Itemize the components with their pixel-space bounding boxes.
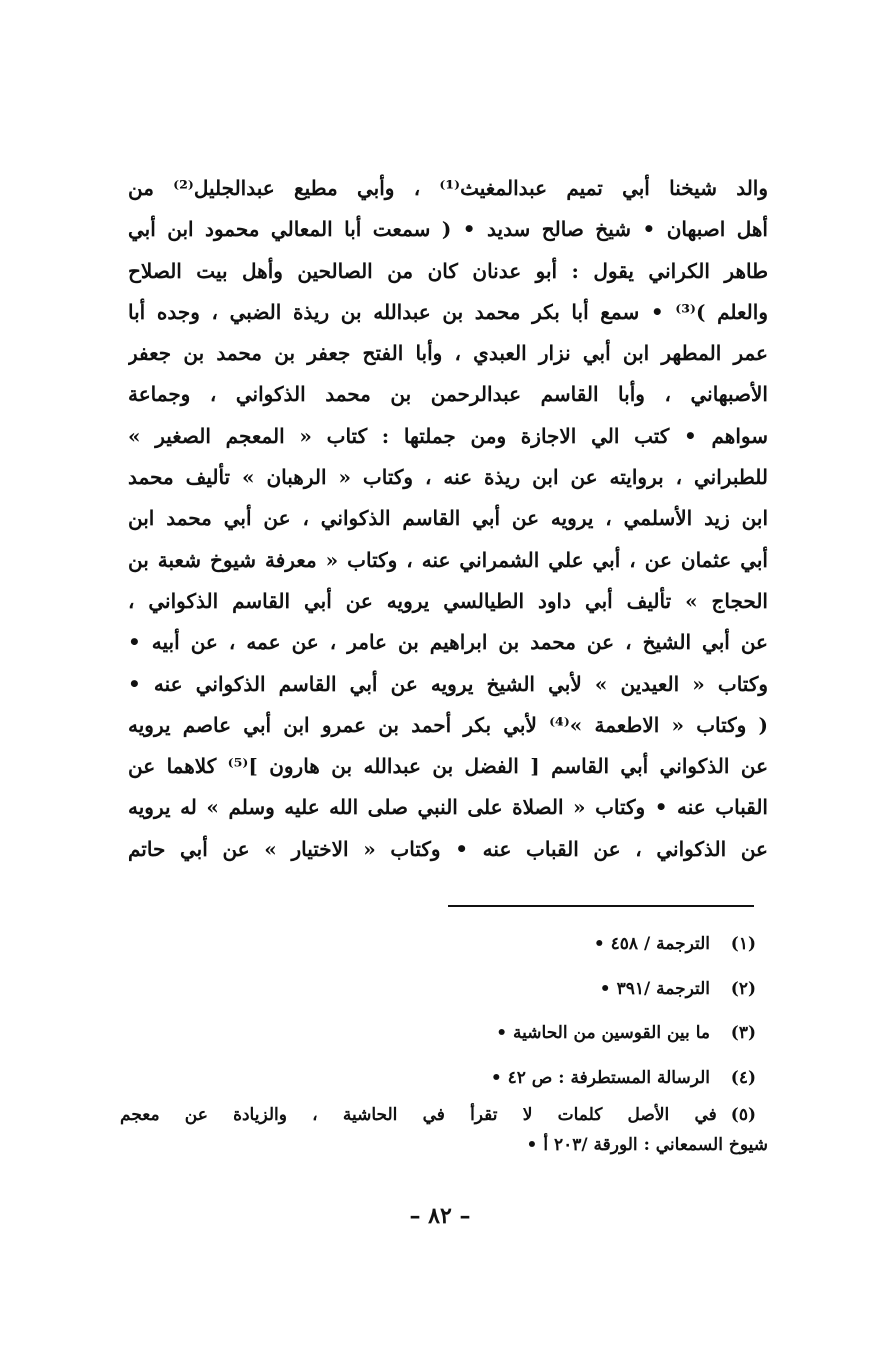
text-line: أهل اصبهان • شيخ صالح سديد • ( سمعت أبا المعالي محمود ابن أبي bbox=[128, 217, 768, 242]
footnote-4 bbox=[120, 1056, 768, 1101]
text-line: وكتاب « العيدين » لأبي الشيخ يرويه عن أبي القاسم الذكواني عنه • bbox=[128, 671, 768, 696]
text-line: عمر المطهر ابن أبي نزار العبدي ، وأبا الفتح جعفر بن محمد بن جعفر bbox=[128, 341, 768, 366]
text-line: ( وكتاب « الاطعمة »⁽⁴⁾ لأبي بكر أحمد بن عمرو ابن أبي عاصم يرويه bbox=[128, 712, 768, 737]
footnote-text: الترجمة /٣٩١ • bbox=[599, 978, 710, 999]
text-line: عن الذكواني ، عن القباب عنه • وكتاب « الاختيار » عن أبي حاتم bbox=[128, 836, 768, 861]
footnote-text: الترجمة / ٤٥٨ • bbox=[593, 934, 710, 954]
footnote-divider bbox=[448, 905, 754, 907]
footnote-5-continuation: شيوخ السمعاني : الورقة /٢٠٣ أ • bbox=[526, 1135, 768, 1155]
footnote-2 bbox=[120, 967, 768, 1012]
footnote-text: في الأصل كلمات لا تقرأ في الحاشية ، والزيادة عن معجم bbox=[120, 1105, 717, 1125]
text-line: عن أبي الشيخ ، عن محمد بن ابراهيم بن عامر ، عن عمه ، عن أبيه • bbox=[128, 630, 768, 655]
text-line: الحجاج » تأليف أبي داود الطيالسي يرويه عن أبي القاسم الذكواني ، bbox=[128, 588, 768, 613]
text-line: أبي عثمان عن ، أبي علي الشمراني عنه ، وكتاب « معرفة شيوخ شعبة بن bbox=[128, 547, 768, 572]
text-line: القباب عنه • وكتاب « الصلاة على النبي صلى الله عليه وسلم » له يرويه bbox=[128, 795, 768, 820]
footnote-1 bbox=[120, 922, 768, 967]
text-line: والد شيخنا أبي تميم عبدالمغيث⁽¹⁾ ، وأبي مطيع عبدالجليل⁽²⁾ من bbox=[128, 176, 768, 200]
text-line: عن الذكواني أبي القاسم [ الفضل بن عبدالله بن هارون ]⁽⁵⁾ كلاهما عن bbox=[128, 754, 768, 779]
footnote-text: الرسالة المستطرفة : ص ٤٢ • bbox=[490, 1067, 710, 1088]
text-line: ابن زيد الأسلمي ، يرويه عن أبي القاسم الذكواني ، عن أبي محمد ابن bbox=[128, 506, 768, 531]
text-line: الأصبهاني ، وأبا القاسم عبدالرحمن بن محمد الذكواني ، وجماعة bbox=[128, 382, 768, 407]
footnote-3 bbox=[120, 1011, 768, 1056]
text-line: والعلم )⁽³⁾ • سمع أبا بكر محمد بن عبدالله بن ريذة الضبي ، وجده أبا bbox=[128, 299, 768, 324]
footnote-number: (٢) bbox=[730, 978, 756, 999]
footnotes-block bbox=[120, 922, 768, 1160]
main-text-block bbox=[128, 168, 768, 870]
text-line: للطبراني ، بروايته عن ابن ريذة عنه ، وكتاب « الرهبان » تأليف محمد bbox=[128, 465, 768, 490]
page-number: – ٨٢ – bbox=[409, 1203, 471, 1229]
footnote-number: (٤) bbox=[730, 1067, 756, 1088]
text-line: سواهم • كتب الي الاجازة ومن جملتها : كتاب « المعجم الصغير » bbox=[128, 423, 768, 448]
footnote-number: (٣) bbox=[730, 1023, 756, 1043]
footnote-number: (٥) bbox=[730, 1105, 756, 1125]
footnote-text: ما بين القوسين من الحاشية • bbox=[496, 1023, 710, 1043]
footnote-5 bbox=[120, 1100, 768, 1130]
text-line: طاهر الكراني يقول : أبو عدنان كان من الصالحين وأهل بيت الصلاح bbox=[128, 258, 768, 283]
footnote-number: (١) bbox=[730, 934, 756, 954]
